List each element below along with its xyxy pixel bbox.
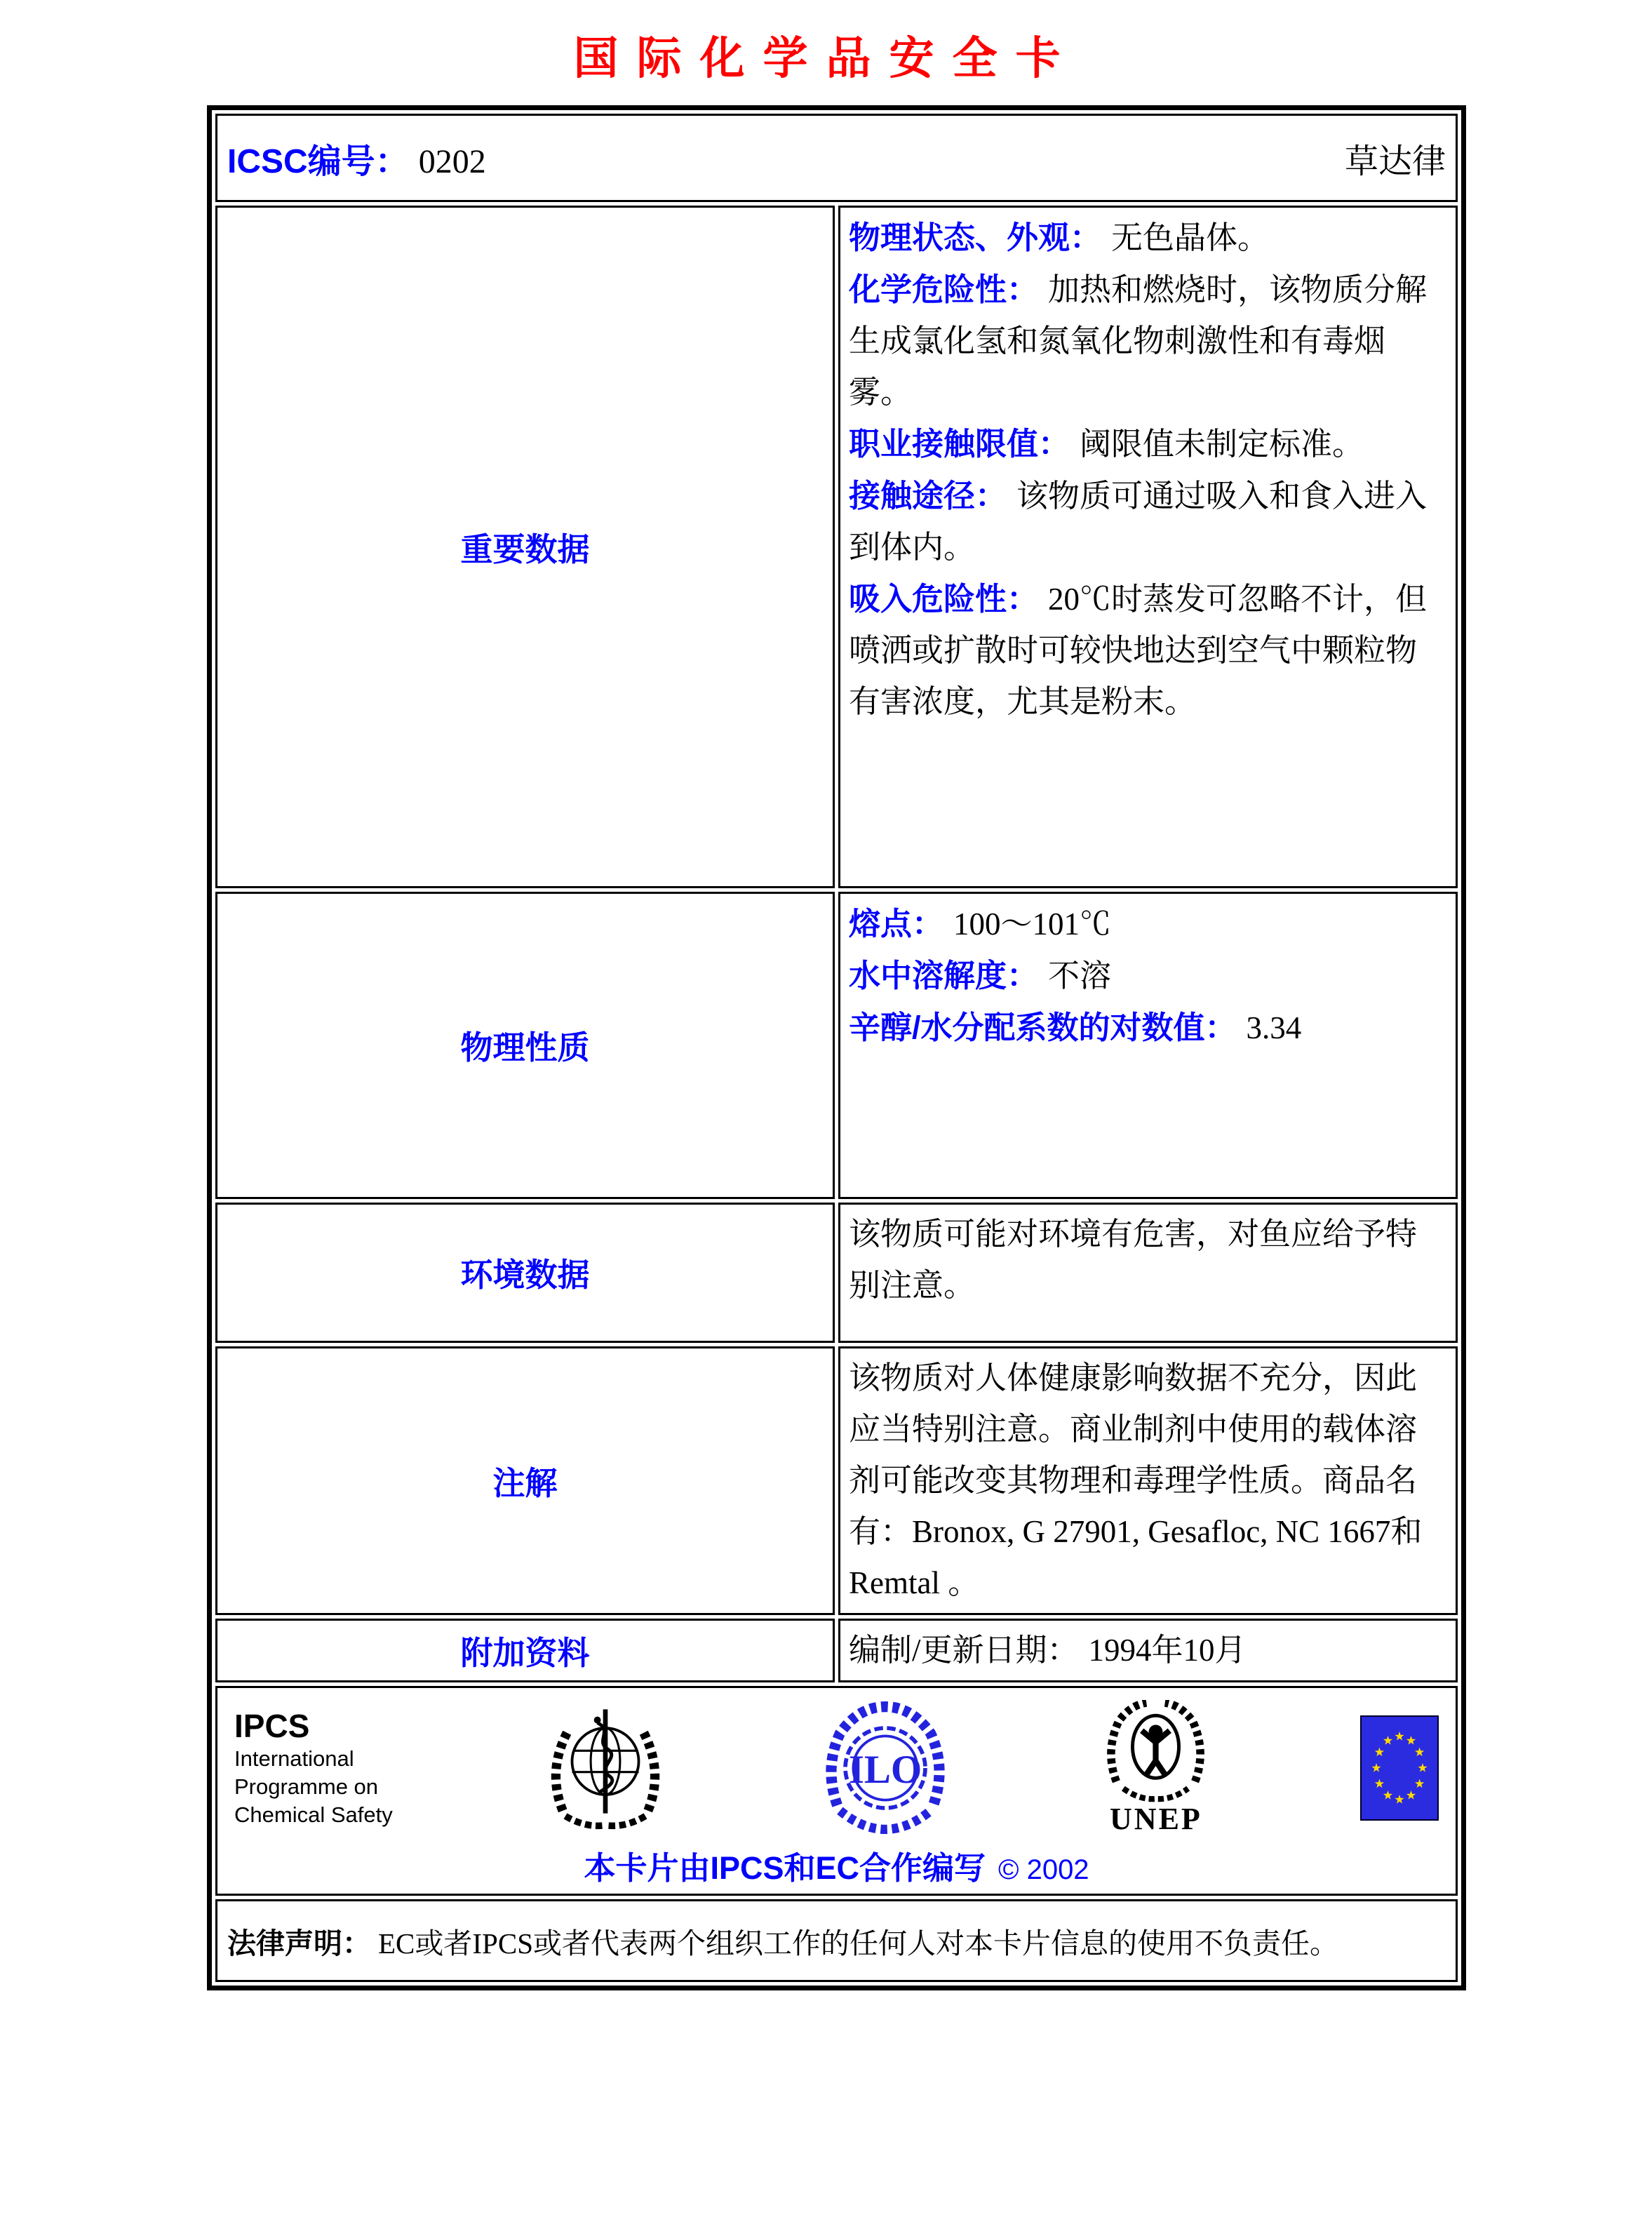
notes-text: 该物质对人体健康影响数据不充分，因此应当特别注意。商业制剂中使用的载体溶剂可能改变其物理和毒理学性质。商品名有：Bronox, G 27901, Gesafloc, NC 1667和Remtal 。 (849, 1360, 1423, 1600)
item-label: 接触途径： (849, 478, 1007, 514)
ipcs-text-block (234, 1708, 393, 1830)
item-value: 3.34 (1246, 1010, 1302, 1045)
legal-text: EC或者IPCS或者代表两个组织工作的任何人对本卡片信息的使用不负责任。 (378, 1927, 1338, 1960)
update-date-value: 1994年10月 (1088, 1633, 1247, 1668)
ipcs-line: Programme on (234, 1774, 379, 1800)
eu-flag-icon (1360, 1715, 1439, 1821)
item-label: 熔点： (849, 906, 944, 942)
important-item (849, 212, 1447, 264)
item-value: 100～101℃ (953, 906, 1112, 942)
physical-item (849, 950, 1447, 1002)
logos-cell (215, 1686, 1458, 1896)
header-row (215, 114, 1458, 202)
credit-text: 本卡片由IPCS和EC合作编写 (584, 1850, 986, 1886)
important-item (849, 470, 1447, 573)
physical-properties-label: 物理性质 (215, 892, 835, 1199)
item-value: 该物质可通过吸入和食入进入到体内。 (849, 478, 1428, 565)
important-data-content (838, 206, 1458, 888)
environmental-data-content (838, 1203, 1458, 1343)
item-value: 不溶 (1048, 958, 1112, 993)
important-data-row (215, 206, 1458, 888)
physical-item (849, 898, 1447, 950)
important-data-label: 重要数据 (215, 206, 835, 888)
item-label: 职业接触限值： (849, 426, 1070, 462)
unep-label: UNEP (1110, 1801, 1202, 1836)
ipcs-line: Chemical Safety (234, 1802, 393, 1828)
svg-text:ILO: ILO (848, 1747, 922, 1792)
important-item (849, 264, 1447, 418)
item-value: 无色晶体。 (1111, 220, 1270, 255)
additional-info-content (838, 1619, 1458, 1682)
environmental-data-row (215, 1203, 1458, 1343)
icsc-number-value: 0202 (418, 142, 486, 180)
legal-label: 法律声明： (227, 1927, 371, 1960)
header-cell (215, 114, 1458, 202)
physical-properties-content (838, 892, 1458, 1199)
who-emblem-icon (539, 1701, 672, 1835)
important-item (849, 573, 1447, 728)
ipcs-abbr: IPCS (234, 1708, 310, 1744)
ipcs-line: International (234, 1746, 354, 1771)
item-value: 阈限值未制定标准。 (1080, 427, 1364, 462)
item-label: 辛醇/水分配系数的对数值： (849, 1010, 1237, 1045)
item-value: 20℃时蒸发可忽略不计，但喷洒或扩散时可较快地达到空气中颗粒物有害浓度，尤其是粉末。 (849, 582, 1428, 719)
logos-row (215, 1686, 1458, 1896)
physical-properties-row (215, 892, 1458, 1199)
additional-info-label: 附加资料 (215, 1619, 835, 1682)
page-title: 国际化学品安全卡 (573, 33, 1079, 83)
notes-content (838, 1346, 1458, 1615)
icsc-number (227, 134, 486, 182)
item-label: 物理状态、外观： (849, 220, 1102, 255)
physical-item (849, 1002, 1447, 1054)
icsc-card-table (207, 105, 1466, 1990)
credit-line (234, 1842, 1439, 1888)
notes-row (215, 1346, 1458, 1615)
update-date-label: 编制/更新日期： (849, 1633, 1079, 1668)
environmental-data-label: 环境数据 (215, 1203, 835, 1343)
ilo-emblem-icon (819, 1701, 952, 1835)
item-label: 吸入危险性： (849, 581, 1039, 617)
environment-text: 该物质可能对环境有危害，对鱼应给予特别注意。 (849, 1217, 1418, 1303)
item-label: 化学危险性： (849, 272, 1039, 307)
icsc-number-label: ICSC编号： (227, 142, 409, 180)
additional-info-row (215, 1619, 1458, 1682)
legal-row (215, 1899, 1458, 1982)
chemical-name: 草达律 (1344, 142, 1446, 180)
notes-label: 注解 (215, 1346, 835, 1615)
legal-cell (215, 1899, 1458, 1982)
item-value: 加热和燃烧时，该物质分解生成氯化氢和氮氧化物刺激性和有毒烟雾。 (849, 272, 1428, 410)
unep-emblem-icon (1098, 1700, 1214, 1837)
important-item (849, 418, 1447, 470)
item-label: 水中溶解度： (849, 958, 1039, 993)
copyright-text: © 2002 (998, 1854, 1089, 1885)
